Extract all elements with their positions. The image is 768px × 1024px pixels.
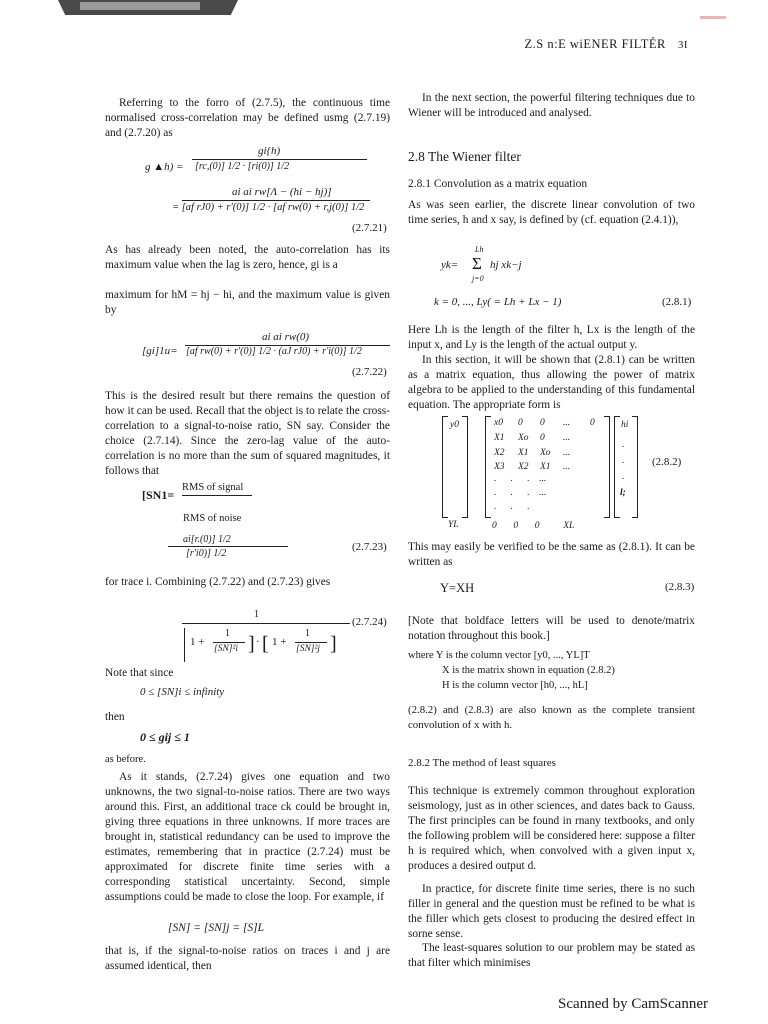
eq-2-8-2-number: (2.8.2) bbox=[652, 456, 682, 468]
eq-2-7-22-denominator: [af rw(0) + r'(0)] 1/2 · (aJ rJ0) + r'i(0)] 1/2 bbox=[186, 346, 362, 357]
eq-2-7-24-one-plus-2: 1 + bbox=[272, 636, 287, 648]
matrix-x-cell: x0 bbox=[494, 418, 503, 428]
running-header bbox=[525, 37, 688, 52]
matrix-x-cell: ... bbox=[563, 433, 571, 443]
matrix-x-cell: Xo bbox=[518, 433, 529, 443]
matrix-x-cell: 0 bbox=[540, 433, 545, 443]
right-para-7: (2.8.2) and (2.8.3) are also known as the complete transient convolution of x with h. bbox=[408, 704, 695, 731]
where-line-3: H is the column vector [h0, ..., hL] bbox=[442, 680, 588, 691]
eq-2-7-21-top-numerator: gi{h) bbox=[258, 145, 281, 157]
eq-2-7-23b-numerator: ai[r.(0)] 1/2 bbox=[183, 534, 231, 545]
eq-inequality-g: 0 ≤ gij ≤ 1 bbox=[140, 730, 190, 744]
left-para-1: Referring to the forro of (2.7.5), the continuous time normalised cross-correlation may be defined usmg (2.7.19) and (2.7.20) as bbox=[105, 97, 390, 139]
eq-2-7-21-mid-numerator: ai ai rw[Λ − (hi − hj)] bbox=[232, 186, 332, 198]
eq-2-7-21-top-denominator: [rc,(0)] 1/2 · [ri(0)] 1/2 bbox=[195, 161, 290, 172]
left-para-6: Note that since bbox=[105, 667, 174, 679]
eq-2-7-24-f1-num: 1 bbox=[225, 628, 230, 639]
matrix-h-bottom: l; bbox=[620, 488, 626, 498]
eq-2-7-22-lhs: [gi]1u= bbox=[142, 345, 178, 357]
scan-artifact-mark bbox=[700, 16, 726, 19]
matrix-h-dot-3: . bbox=[622, 472, 625, 482]
eq-2-7-24-f1-line bbox=[213, 642, 245, 643]
matrix-h-right-bracket bbox=[632, 416, 638, 518]
eq-2-7-21-fraction-line-2 bbox=[182, 200, 370, 201]
eq-2-7-24-f2-num: 1 bbox=[305, 628, 310, 639]
matrix-y-left-bracket bbox=[442, 416, 448, 518]
eq-2-8-1-sigma: Σ bbox=[472, 254, 482, 273]
section-title-2-8: 2.8 The Wiener filter bbox=[408, 149, 521, 164]
subsection-title-2-8-1: 2.8.1 Convolution as a matrix equation bbox=[408, 178, 588, 190]
matrix-h-dot-2: . bbox=[622, 456, 625, 466]
eq-2-7-24-right-bracket-1: ] bbox=[248, 633, 255, 655]
eq-2-8-3-number: (2.8.3) bbox=[665, 581, 695, 593]
matrix-x-left-bracket bbox=[485, 416, 491, 518]
matrix-h-top: hi bbox=[621, 420, 629, 430]
eq-2-7-23-fraction-line bbox=[182, 495, 252, 496]
matrix-x-cell: X1 bbox=[540, 462, 551, 472]
right-para-10: The least-squares solution to our problem may be stated as that filter which minimises bbox=[408, 942, 695, 969]
eq-2-8-1-body: hj xk−j bbox=[490, 259, 522, 271]
right-para-2: As was seen earlier, the discrete linear convolution of two time series, h and x say, is defined by (cf. equation (2.4.1)), bbox=[408, 199, 695, 226]
left-para-5: for trace i. Combining (2.7.22) and (2.7.23) gives bbox=[105, 576, 331, 588]
eq-2-7-24-left-bracket-2: [ bbox=[262, 633, 269, 655]
eq-2-8-1-condition: k = 0, ..., Ly( = Lh + Lx − 1) bbox=[434, 296, 562, 308]
eq-2-7-23-lhs: [SN1= bbox=[142, 488, 175, 502]
eq-2-8-1-number: (2.8.1) bbox=[662, 296, 692, 308]
matrix-h-dot-1: . bbox=[622, 440, 625, 450]
left-para-9: As it stands, (2.7.24) gives one equation and two unknowns, the two signal-to-noise ratios. There are two ways around this. First, an additional trace ck could be brought in, giving three equations in three unknowns. If more traces are brought in, statistical redundancy can be used to improve the estimates, remembering that in practice (2.7.24) must be approximated for discrete finite time series with a corresponding statistical uncertainty. Second, simple assumptions could be made to close the loop. For example, if bbox=[105, 771, 390, 903]
right-para-5: This may easily be verified to be the same as (2.8.1). It can be written as bbox=[408, 541, 695, 568]
eq-2-7-23-numerator: RMS of signal bbox=[182, 482, 244, 493]
matrix-x-cell: 0 bbox=[590, 418, 595, 428]
matrix-y-bottom: YL bbox=[448, 520, 459, 530]
matrix-x-dots-row-2: . . . ... bbox=[494, 488, 547, 498]
eq-2-7-23b-fraction-line bbox=[168, 546, 288, 547]
matrix-x-cell: ... bbox=[563, 418, 571, 428]
eq-2-7-23-number: (2.7.23) bbox=[352, 541, 387, 553]
eq-2-7-24-fraction-line bbox=[182, 623, 350, 624]
right-para-3: Here Lh is the length of the filter h, Lx is the length of the input x, and Ly is the length of the actual output y. bbox=[408, 324, 695, 351]
matrix-y-right-bracket bbox=[462, 416, 468, 518]
right-para-8: This technique is extremely common throughout exploration seismology, just as in other sciences, and dates back to Gauss. The first principles can be found in rnany textbooks, and only the following problem will be considered here: suppose a filter h is required which, when convolved with a given input x, produces a desired output d. bbox=[408, 785, 695, 872]
eq-2-7-24-right-bracket-2: ] bbox=[330, 633, 337, 655]
subsection-title-2-8-2: 2.8.2 The method of least squares bbox=[408, 757, 556, 769]
matrix-x-right-bracket bbox=[604, 416, 610, 518]
matrix-x-cell: ... bbox=[563, 448, 571, 458]
matrix-y-top: y0 bbox=[450, 420, 459, 430]
eq-2-8-1-lhs: yk= bbox=[441, 259, 459, 271]
matrix-x-dots-row-1: . . . ... bbox=[494, 474, 547, 484]
matrix-x-cell: X1 bbox=[518, 448, 529, 458]
matrix-x-last-row: 0 0 0 XL bbox=[492, 521, 575, 531]
eq-2-7-24-f2-line bbox=[295, 642, 327, 643]
eq-2-7-24-number: (2.7.24) bbox=[352, 616, 387, 628]
where-line-1: where Y is the column vector [y0, ..., YL]T bbox=[408, 650, 590, 661]
eq-2-7-24-one-plus-1: 1 + bbox=[190, 636, 205, 648]
matrix-x-cell: ... bbox=[563, 462, 571, 472]
left-para-8: as before. bbox=[105, 754, 146, 765]
eq-2-7-24-f2-den: [SN]²j bbox=[296, 644, 320, 654]
eq-inequality-sn: 0 ≤ [SN]i ≤ infinity bbox=[140, 686, 225, 698]
matrix-x-cell: 0 bbox=[518, 418, 523, 428]
left-para-7: then bbox=[105, 711, 125, 723]
matrix-h-left-bracket bbox=[614, 416, 620, 518]
matrix-x-cell: X2 bbox=[518, 462, 529, 472]
eq-2-7-23-denominator: RMS of noise bbox=[183, 513, 242, 524]
eq-2-7-23b-denominator: [r'i0)] 1/2 bbox=[186, 548, 227, 559]
scan-artifact-light bbox=[80, 2, 200, 10]
matrix-x-cell: X3 bbox=[494, 462, 505, 472]
right-para-4: In this section, it will be shown that (2.8.1) can be written as a matrix equation, thus allowing the power of matrix algebra to be applied to the understanding of this fundamental equation. The appropriate form is bbox=[408, 354, 695, 411]
eq-2-8-1-sum-lower: j=0 bbox=[472, 274, 484, 283]
eq-2-7-21-lhs: g ▲h) = bbox=[145, 161, 184, 173]
eq-2-7-22-number: (2.7.22) bbox=[352, 366, 387, 378]
eq-2-7-22-numerator: ai ai rw(0) bbox=[262, 331, 310, 343]
left-para-4: This is the desired result but there remains the question of how it can be used. Recall that the object is to relate the cross-correlation to a signal-to-noise ratio, SN say. Consider the choice (2.7.14). Since the zero-lag value of the auto-correlation is no more than the sum of squared magnitudes, it follows that bbox=[105, 390, 390, 477]
matrix-x-dots-row-3: . . . bbox=[494, 502, 530, 512]
page-number: 3I bbox=[677, 39, 688, 51]
left-para-2: As has already been noted, the auto-correlation has its maximum value when the lag is zero, hence, gi is a bbox=[105, 244, 390, 271]
eq-sn-equal: [SN] = [SN]j = [S]L bbox=[168, 922, 265, 934]
running-title: Z.S n:E wiENER FILTÉR bbox=[524, 37, 666, 51]
matrix-x-cell: X2 bbox=[494, 448, 505, 458]
eq-2-7-24-f1-den: [SN]²i bbox=[214, 644, 238, 654]
eq-2-7-21-number: (2.7.21) bbox=[352, 222, 387, 234]
eq-2-8-3: Y=XH bbox=[440, 581, 475, 595]
eq-2-7-24-times: · bbox=[256, 636, 260, 648]
eq-2-7-21-fraction-line-1 bbox=[192, 159, 367, 160]
eq-2-7-21-denominator: = [af rJ0) + r'(0)] 1/2 · [af rw(0) + r,j(0)] 1/2 bbox=[172, 202, 365, 213]
where-line-2: X is the matrix shown in equation (2.8.2) bbox=[442, 665, 615, 676]
right-para-1: In the next section, the powerful filtering techniques due to Wiener will be introduced and analysed. bbox=[408, 92, 695, 119]
eq-2-8-1-sum-upper: Lh bbox=[475, 245, 484, 254]
left-para-10: that is, if the signal-to-noise ratios on traces i and j are assumed identical, then bbox=[105, 945, 390, 972]
eq-2-7-24-numerator: 1 bbox=[254, 609, 259, 620]
matrix-x-cell: 0 bbox=[540, 418, 545, 428]
matrix-x-cell: X1 bbox=[494, 433, 505, 443]
right-para-6: [Note that boldface letters will be used to denote/matrix notation throughout this book.] bbox=[408, 615, 695, 642]
scanner-watermark: Scanned by CamScanner bbox=[558, 996, 708, 1012]
matrix-x-cell: Xo bbox=[540, 448, 551, 458]
right-para-9: In practice, for discrete finite time series, there is no such filler in general and the question must be refined to be what is the filler which gets closest to producing the desired effect in sorne sense. bbox=[408, 883, 695, 940]
left-para-3: maximum for hM = hj − hi, and the maximum value is given by bbox=[105, 289, 390, 316]
